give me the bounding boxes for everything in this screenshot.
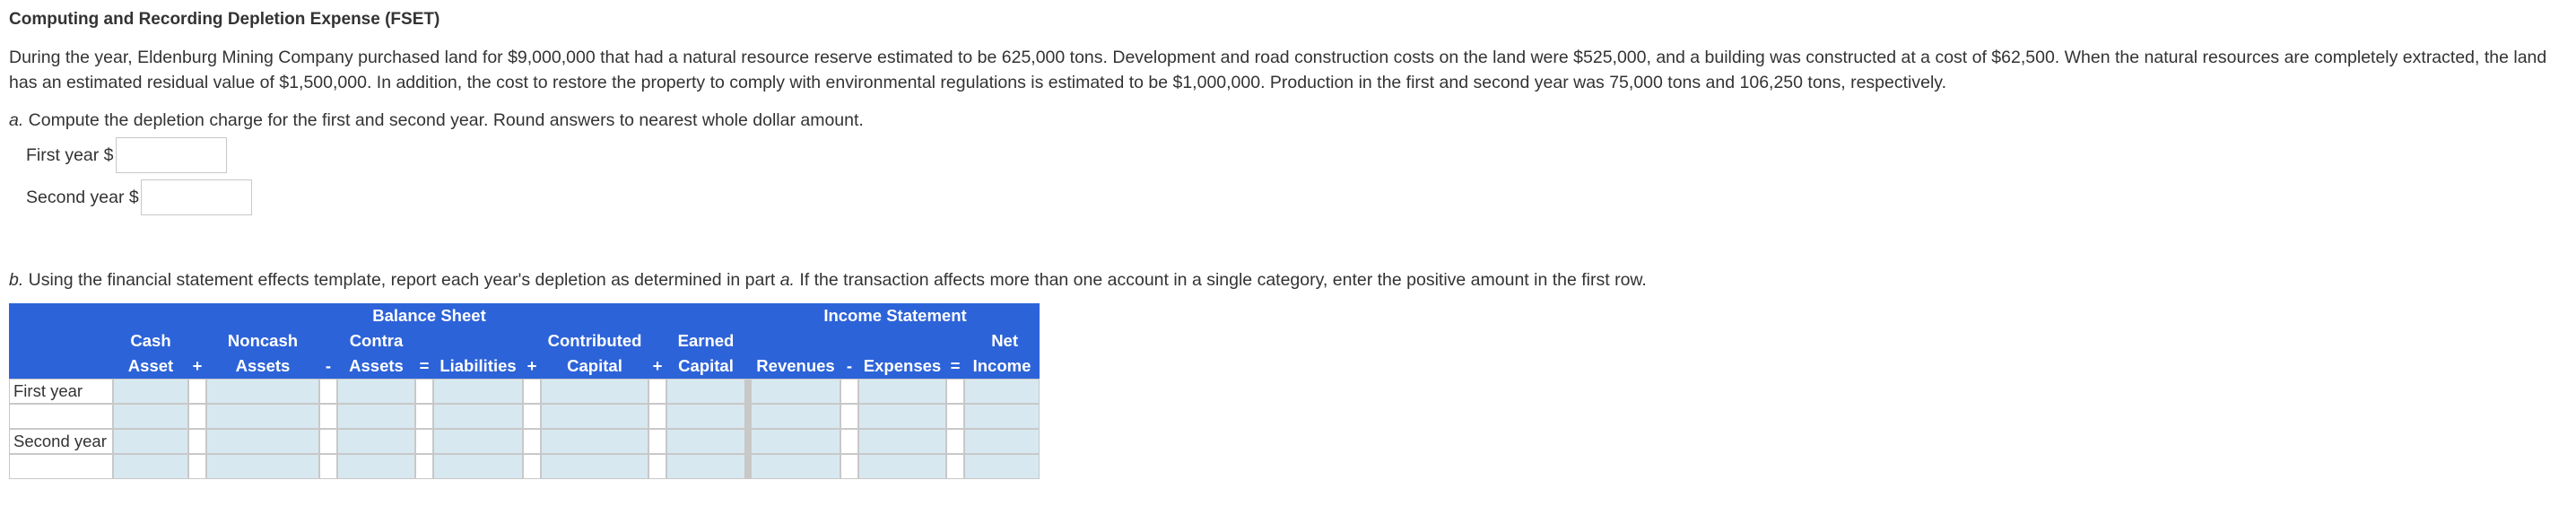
first-year-contra-cell-2[interactable] (337, 404, 415, 429)
problem-title: Computing and Recording Depletion Expense (FSET) (9, 10, 440, 29)
first-year-op-cell[interactable] (188, 379, 206, 404)
second-year-depletion-input[interactable] (141, 179, 252, 215)
second-year-op-cell[interactable] (946, 429, 964, 454)
first-year-op-cell-2[interactable] (648, 404, 666, 429)
first-year-contributed-cell[interactable] (541, 379, 648, 404)
second-year-op-cell-2[interactable] (840, 454, 858, 479)
first-year-revenues-cell-2[interactable] (751, 404, 840, 429)
second-year-revenues-cell[interactable] (751, 429, 840, 454)
first-year-op-cell[interactable] (415, 379, 433, 404)
second-year-op-cell-2[interactable] (188, 454, 206, 479)
part-b-text-2: If the transaction affects more than one account in a single category, enter the positive amount in the first row. (794, 270, 1647, 290)
second-year-label: Second year $ (26, 187, 139, 207)
revenues-header: Revenues (751, 354, 840, 379)
first-year-row-label-2[interactable] (9, 404, 113, 429)
second-year-expenses-cell-2[interactable] (858, 454, 946, 479)
op-minus-2: - (840, 354, 858, 379)
first-year-depletion-input[interactable] (116, 137, 227, 173)
part-a-question (9, 108, 2570, 133)
second-year-expenses-cell[interactable] (858, 429, 946, 454)
second-year-cash-cell[interactable] (113, 429, 188, 454)
op-plus-2: + (523, 354, 541, 379)
second-year-op-cell[interactable] (319, 429, 337, 454)
fset-template-table (9, 303, 1040, 479)
first-year-op-cell-2[interactable] (523, 404, 541, 429)
second-year-earned-cell[interactable] (666, 429, 745, 454)
second-year-row-2 (9, 454, 1040, 479)
first-year-answer-row (9, 135, 2570, 175)
second-year-op-cell-2[interactable] (946, 454, 964, 479)
second-year-op-cell[interactable] (415, 429, 433, 454)
second-year-row-label-2[interactable] (9, 454, 113, 479)
header-row-3 (9, 354, 1040, 379)
first-year-noncash-cell[interactable] (206, 379, 319, 404)
second-year-contributed-cell[interactable] (541, 429, 648, 454)
earned-capital-header: Capital (666, 354, 745, 379)
net-header-1: Net (964, 328, 1040, 354)
second-year-op-cell-2[interactable] (415, 454, 433, 479)
second-year-liabilities-cell-2[interactable] (433, 454, 523, 479)
noncash-header-1: Noncash (206, 328, 319, 354)
first-year-expenses-cell[interactable] (858, 379, 946, 404)
income-statement-header: Income Statement (751, 303, 1040, 328)
second-year-op-cell[interactable] (523, 429, 541, 454)
op-plus-1: + (188, 354, 206, 379)
second-year-row-1 (9, 429, 1040, 454)
problem-paragraph: During the year, Eldenburg Mining Company purchased land for $9,000,000 that had a natural resource reserve estimated to be 625,000 tons. Development and road construction costs on the land were $525,000, and a building was constructed at a cost of $62,500. When the natural resources are completely extracted, the land has an estimated residual value of $1,500,000. In addition, the cost to restore the property to comply with environmental regulations is estimated to be $1,000,000. Production in the first and second year was 75,000 tons and 106,250 tons, respectively. (9, 48, 2547, 92)
second-year-op-cell-2[interactable] (523, 454, 541, 479)
contra-header-1: Contra (337, 328, 415, 354)
contra-assets-header: Assets (337, 354, 415, 379)
contributed-capital-header: Capital (541, 354, 648, 379)
second-year-answer-row (9, 178, 2570, 217)
header-row-1 (9, 303, 1040, 328)
first-year-cash-cell-2[interactable] (113, 404, 188, 429)
first-year-row-label: First year (9, 379, 113, 404)
first-year-op-cell[interactable] (523, 379, 541, 404)
first-year-contributed-cell-2[interactable] (541, 404, 648, 429)
first-year-op-cell[interactable] (319, 379, 337, 404)
second-year-op-cell[interactable] (648, 429, 666, 454)
second-year-net-income-cell-2[interactable] (964, 454, 1040, 479)
first-year-op-cell-2[interactable] (319, 404, 337, 429)
part-b-text-1: Using the financial statement effects template, report each year's depletion as determined in part (23, 270, 780, 290)
second-year-op-cell[interactable] (840, 429, 858, 454)
earned-header-1: Earned (666, 328, 745, 354)
first-year-expenses-cell-2[interactable] (858, 404, 946, 429)
second-year-contra-cell-2[interactable] (337, 454, 415, 479)
net-income-header: Income (964, 354, 1040, 379)
expenses-header: Expenses (858, 354, 946, 379)
second-year-cash-cell-2[interactable] (113, 454, 188, 479)
second-year-earned-cell-2[interactable] (666, 454, 745, 479)
first-year-net-income-cell-2[interactable] (964, 404, 1040, 429)
balance-sheet-header: Balance Sheet (113, 303, 745, 328)
cash-asset-header: Asset (113, 354, 188, 379)
first-year-row-1 (9, 379, 1040, 404)
first-year-op-cell[interactable] (840, 379, 858, 404)
problem-container (9, 7, 2570, 479)
second-year-row-label: Second year (9, 429, 113, 454)
first-year-earned-cell-2[interactable] (666, 404, 745, 429)
first-year-earned-cell[interactable] (666, 379, 745, 404)
part-b-italic-ref: a. (779, 270, 795, 290)
liabilities-header: Liabilities (433, 354, 523, 379)
first-year-net-income-cell[interactable] (964, 379, 1040, 404)
second-year-noncash-cell-2[interactable] (206, 454, 319, 479)
first-year-op-cell-2[interactable] (415, 404, 433, 429)
op-minus-1: - (319, 354, 337, 379)
first-year-cash-cell[interactable] (113, 379, 188, 404)
op-eq-2: = (946, 354, 964, 379)
second-year-contra-cell[interactable] (337, 429, 415, 454)
second-year-contributed-cell-2[interactable] (541, 454, 648, 479)
first-year-op-cell-2[interactable] (188, 404, 206, 429)
header-row-2 (9, 328, 1040, 354)
first-year-op-cell[interactable] (648, 379, 666, 404)
first-year-label: First year $ (26, 144, 114, 165)
second-year-liabilities-cell[interactable] (433, 429, 523, 454)
second-year-net-income-cell[interactable] (964, 429, 1040, 454)
first-year-op-cell[interactable] (946, 379, 964, 404)
second-year-revenues-cell-2[interactable] (751, 454, 840, 479)
first-year-liabilities-cell-2[interactable] (433, 404, 523, 429)
part-a-prefix: a. (9, 110, 24, 130)
first-year-noncash-cell-2[interactable] (206, 404, 319, 429)
part-b-question (9, 267, 2570, 293)
op-plus-3: + (648, 354, 666, 379)
second-year-op-cell-2[interactable] (319, 454, 337, 479)
contributed-header-1: Contributed (541, 328, 648, 354)
second-year-op-cell-2[interactable] (648, 454, 666, 479)
cash-header-1: Cash (113, 328, 188, 354)
first-year-liabilities-cell[interactable] (433, 379, 523, 404)
part-b-prefix: b. (9, 270, 24, 290)
first-year-op-cell-2[interactable] (840, 404, 858, 429)
first-year-row-2 (9, 404, 1040, 429)
second-year-noncash-cell[interactable] (206, 429, 319, 454)
first-year-contra-cell[interactable] (337, 379, 415, 404)
first-year-revenues-cell[interactable] (751, 379, 840, 404)
op-eq-1: = (415, 354, 433, 379)
part-a-text: Compute the depletion charge for the first and second year. Round answers to nearest whole dollar amount. (23, 110, 864, 130)
first-year-op-cell-2[interactable] (946, 404, 964, 429)
noncash-assets-header: Assets (206, 354, 319, 379)
second-year-op-cell[interactable] (188, 429, 206, 454)
